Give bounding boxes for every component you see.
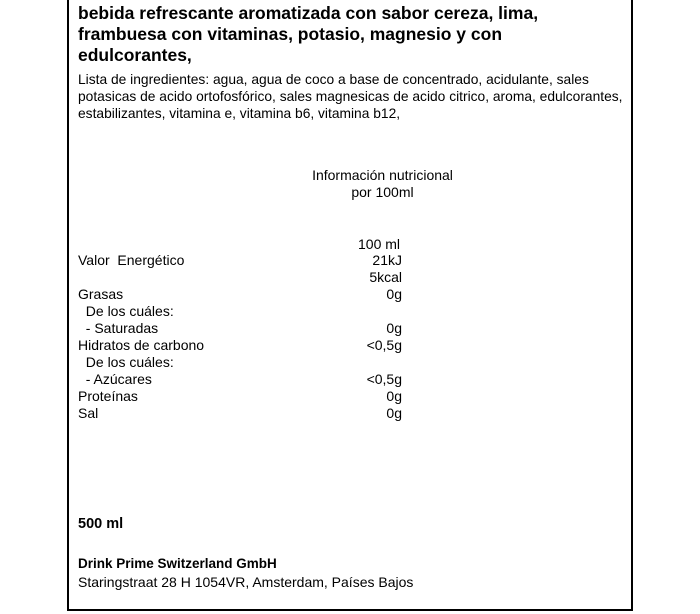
nutrition-row-saturated — [78, 320, 408, 337]
nutrition-label: - Azúcares — [78, 371, 152, 387]
nutrition-value: <0,5g — [366, 337, 402, 353]
nutrition-heading-line1: Información nutricional — [312, 167, 453, 183]
nutrition-column-header: 100 ml — [358, 236, 401, 252]
nutrition-label: Grasas — [78, 286, 124, 302]
nutrition-value: 0g — [386, 405, 402, 421]
manufacturer-name: Drink Prime Switzerland GmbH — [78, 556, 277, 571]
nutrition-value: <0,5g — [366, 371, 402, 387]
ingredients-list: Lista de ingredientes: agua, agua de coco a base de concentrado, acidulante, sales potasicas de acido ortofosfórico, sales magnesicas de acido citrico, aroma, edulcorantes, estabilizantes, vitamina e, vitamina b6, vitamina b12, — [78, 72, 623, 121]
nutrition-value: 0g — [386, 286, 402, 302]
manufacturer-address: Staringstraat 28 H 1054VR, Amsterdam, Países Bajos — [78, 574, 414, 590]
nutrition-label: Valor Energético — [78, 252, 185, 268]
nutrition-row-carb-subheading — [78, 354, 408, 371]
product-title: bebida refrescante aromatizada con sabor cereza, lima, frambuesa con vitaminas, potasio, magnesio y con edulcorantes, — [78, 3, 539, 65]
nutrition-heading-line2: por 100ml — [351, 184, 414, 200]
nutrition-row-protein — [78, 388, 408, 405]
nutrition-label: De los cuáles: — [78, 303, 174, 319]
nutrition-row-salt — [78, 405, 408, 422]
nutrition-label: Proteínas — [78, 388, 138, 404]
net-volume: 500 ml — [78, 516, 124, 532]
nutrition-row-carbohydrates — [78, 337, 408, 354]
nutrition-heading — [300, 167, 465, 201]
nutrition-label: De los cuáles: — [78, 354, 174, 370]
nutrition-value: 5kcal — [369, 269, 402, 285]
nutrition-row-fat-subheading — [78, 303, 408, 320]
nutrition-label: Sal — [78, 405, 99, 421]
nutrition-row-sugars — [78, 371, 408, 388]
nutrition-value: 0g — [386, 388, 402, 404]
nutrition-value: 0g — [386, 320, 402, 336]
nutrition-value: 21kJ — [372, 252, 402, 268]
nutrition-row-energy-kcal — [78, 269, 408, 286]
nutrition-row-energy-kj — [78, 252, 408, 269]
nutrition-label: Hidratos de carbono — [78, 337, 205, 353]
nutrition-label: - Saturadas — [78, 320, 159, 336]
nutrition-row-fat — [78, 286, 408, 303]
